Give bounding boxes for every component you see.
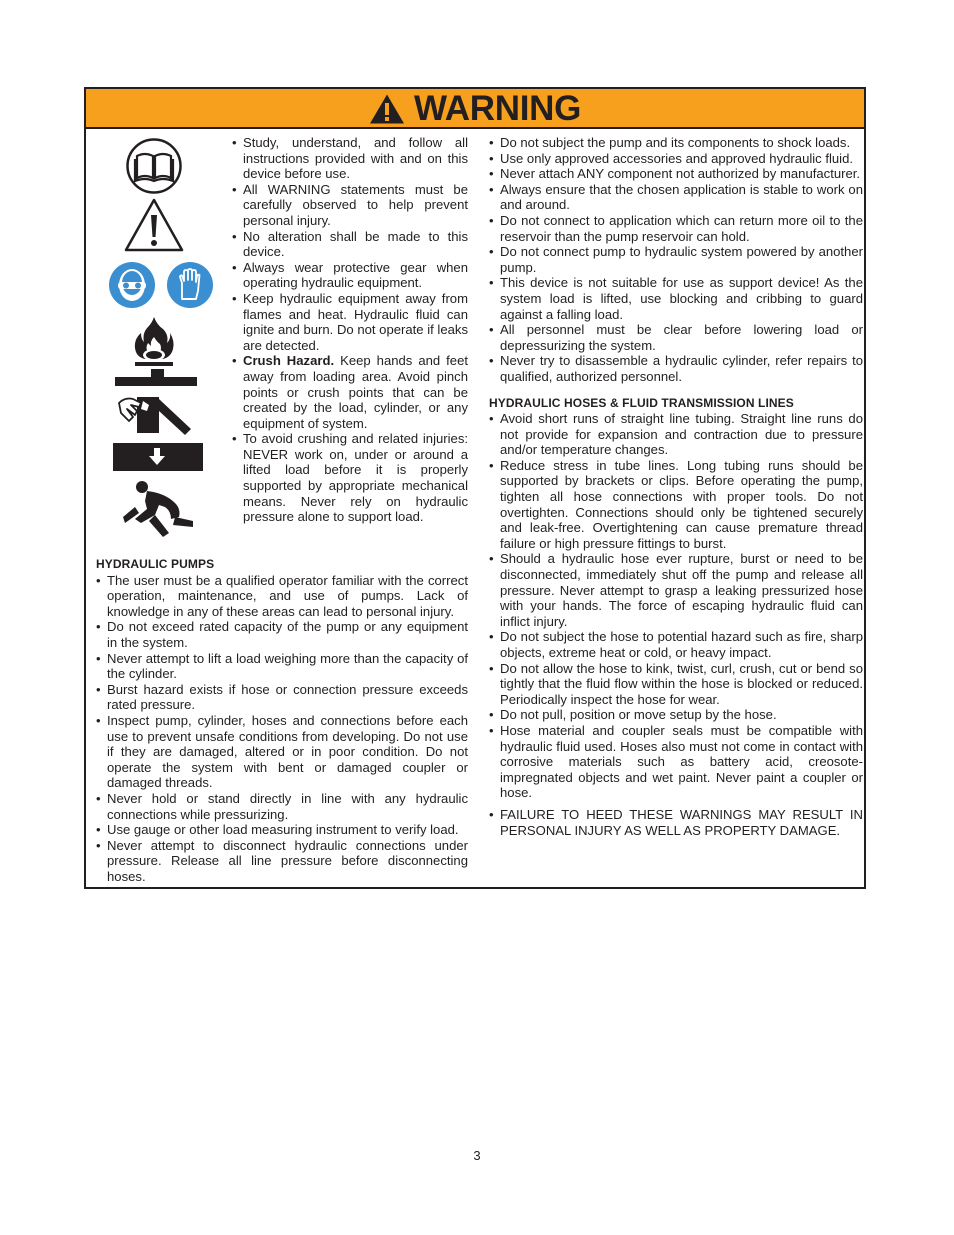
right-column xyxy=(489,135,863,838)
final-warning: • FAILURE TO HEED THESE WARNINGS MAY RESULT IN PERSONAL INJURY AS WELL AS PROPERTY DAMAGE. xyxy=(489,807,863,838)
warning-banner xyxy=(86,89,864,129)
crush-hand-icon xyxy=(115,369,197,435)
list-item: • Never attach ANY component not authorized by manufacturer. xyxy=(489,166,863,182)
list-item: • The user must be a qualified operator familiar with the correct operation, maintenance, and use of pumps. Lack of knowledge in any of these areas can lead to personal injury. xyxy=(96,573,468,620)
list-item: • Never hold or stand directly in line with any hydraulic connections while pressurizing. xyxy=(96,791,468,822)
warning-triangle-icon xyxy=(369,93,405,125)
list-item: • Avoid short runs of straight line tubing. Straight line runs do not provide for expansion and contraction due to pressure and/or temperature changes. xyxy=(489,411,863,458)
list-item: • To avoid crushing and related injuries: NEVER work on, under or around a lifted load before it is properly supported by appropriate mechanical means. Never rely on hydraulic pressure alone to support load. xyxy=(232,431,468,525)
list-item: • Reduce stress in tube lines. Long tubing runs should be supported by brackets or clips. Before operating the pump, tighten all hose connections with proper tools. Do not overtighten. Connections should only be tightened securely and leak-free. Overtightening can cause premature thread failure or high pressure fittings to burst. xyxy=(489,458,863,552)
glove-protection-icon xyxy=(166,261,214,309)
general-warnings xyxy=(232,135,468,525)
list-item: • Do not pull, position or move setup by the hose. xyxy=(489,707,863,723)
crush-hazard-text: Keep hands and feet away from loading area. Avoid pinch points or crush points that can be created by the load, cylinder, or any equipment of system. xyxy=(243,353,468,431)
list-item: • All WARNING statements must be carefully observed to help prevent personal injury. xyxy=(232,182,468,229)
list-item: • This device is not suitable for use as support device! As the system load is lifted, use blocking and cribbing to guard against a falling load. xyxy=(489,275,863,322)
list-item xyxy=(232,353,468,431)
list-item: • Inspect pump, cylinder, hoses and connections before each use to prevent unsafe conditions from developing. Do not use if they are damaged, altered or in poor condition. Do not operate the system with bent or damaged coupler or damaged threads. xyxy=(96,713,468,791)
section-heading: HYDRAULIC HOSES & FLUID TRANSMISSION LINES xyxy=(489,395,794,410)
eye-protection-icon xyxy=(108,261,156,309)
hydraulic-pumps-section xyxy=(96,557,468,884)
caution-triangle-icon xyxy=(123,197,185,253)
list-item: • Always wear protective gear when operating hydraulic equipment. xyxy=(232,260,468,291)
list-item: • Do not subject the hose to potential hazard such as fire, sharp objects, extreme heat or cold, or heavy impact. xyxy=(489,629,863,660)
warning-title: WARNING xyxy=(413,88,582,128)
list-item: • Do not allow the hose to kink, twist, curl, crush, cut or bend so tightly that the fluid flow within the hose is blocked or reduced. Periodically inspect the hose for wear. xyxy=(489,661,863,708)
list-item: • Hose material and coupler seals must be compatible with hydraulic fluid used. Hoses also must not come in contact with corrosive materials such as battery acid, creosote-impregnated objects and wet paint. Never paint a coupler or hose. xyxy=(489,723,863,801)
list-item: • Keep hydraulic equipment away from flames and heat. Hydraulic fluid can ignite and burn. Do not operate if leaks are detected. xyxy=(232,291,468,353)
warning-box xyxy=(84,87,866,889)
list-item: • Never try to disassemble a hydraulic cylinder, refer repairs to qualified, authorized personnel. xyxy=(489,353,863,384)
list-item: • Do not subject the pump and its components to shock loads. xyxy=(489,135,863,151)
list-item: • Do not connect to application which can return more oil to the reservoir than the pump reservoir can hold. xyxy=(489,213,863,244)
list-item: • Do not connect pump to hydraulic system powered by another pump. xyxy=(489,244,863,275)
list-item: • Do not exceed rated capacity of the pump or any equipment in the system. xyxy=(96,619,468,650)
list-item: • Always ensure that the chosen application is stable to work on and around. xyxy=(489,182,863,213)
list-item: • All personnel must be clear before lowering load or depressurizing the system. xyxy=(489,322,863,353)
falling-load-icon xyxy=(113,443,205,539)
flammable-fire-icon xyxy=(133,315,175,369)
list-item: • No alteration shall be made to this device. xyxy=(232,229,468,260)
list-item: • Should a hydraulic hose ever rupture, burst or need to be disconnected, immediately shut off the pump and release all pressure. Never attempt to grasp a leaking pressurized hose with your hands. The force of escaping hydraulic fluid can inflict injury. xyxy=(489,551,863,629)
section-heading: HYDRAULIC PUMPS xyxy=(96,557,215,571)
manual-book-icon xyxy=(125,137,183,195)
list-item: • Burst hazard exists if hose or connection pressure exceeds rated pressure. xyxy=(96,682,468,713)
list-item: • Use only approved accessories and approved hydraulic fluid. xyxy=(489,151,863,167)
page-number: 3 xyxy=(473,1148,481,1163)
list-item: • Use gauge or other load measuring instrument to verify load. xyxy=(96,822,468,838)
crush-hazard-label: Crush Hazard. xyxy=(243,353,335,369)
list-item: • Never attempt to lift a load weighing more than the capacity of the cylinder. xyxy=(96,651,468,682)
list-item: • Study, understand, and follow all instructions provided with and on this device before use. xyxy=(232,135,468,182)
list-item: • Never attempt to disconnect hydraulic connections under pressure. Release all line pressure before disconnecting hoses. xyxy=(96,838,468,885)
